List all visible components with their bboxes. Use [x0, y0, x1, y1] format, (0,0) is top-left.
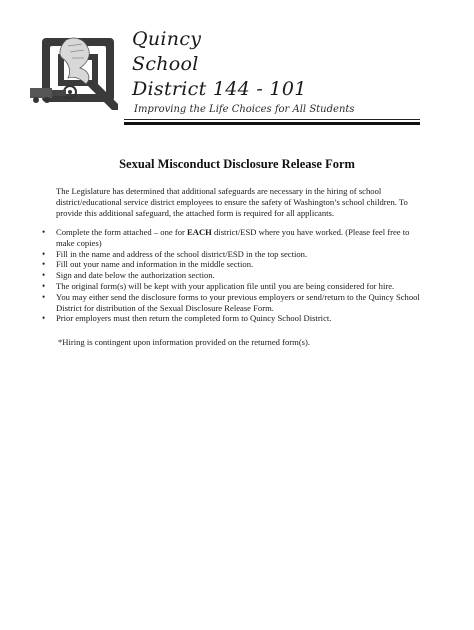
instruction-item: • Sign and date below the authorization section.	[56, 270, 428, 281]
district-name-line-1: Quincy	[132, 28, 202, 50]
instruction-item	[56, 227, 428, 249]
district-name-line-2: School	[132, 53, 199, 75]
district-tagline: Improving the Life Choices for All Students	[134, 104, 355, 115]
hiring-note: *Hiring is contingent upon information provided on the returned form(s).	[58, 337, 311, 347]
district-name-line-3: District 144 - 101	[132, 78, 307, 100]
form-title: Sexual Misconduct Disclosure Release Form	[119, 157, 355, 171]
intro-paragraph: The Legislature has determined that additional safeguards are necessary in the hiring of school district/educational service district employees to ensure the safety of Washington’s school children. To provide this additional safeguard, the attached form is required for all applicants.	[56, 186, 408, 218]
instruction-text: district/ESD where you have worked. (Please feel free to make copies)	[56, 227, 410, 248]
district-name	[132, 27, 307, 102]
instruction-emphasis: EACH	[187, 227, 212, 237]
instruction-item: • Fill in the name and address of the school district/ESD in the top section.	[56, 249, 428, 260]
header-divider-thick	[124, 122, 420, 125]
header-divider-thin	[124, 119, 420, 120]
instruction-item: • The original form(s) will be kept with your application file until you are being considered for hire.	[56, 281, 428, 292]
instruction-item: • Fill out your name and information in the middle section.	[56, 259, 428, 270]
instruction-item: • You may either send the disclosure forms to your previous employers or send/return to the Quincy School District for distribution of the Sexual Disclosure Release Form.	[56, 292, 428, 314]
instruction-item: • Prior employers must then return the completed form to Quincy School District.	[56, 313, 428, 324]
instructions-list	[56, 227, 428, 324]
instruction-text: Complete the form attached – one for	[56, 227, 188, 237]
district-q-logo-icon	[28, 34, 120, 114]
